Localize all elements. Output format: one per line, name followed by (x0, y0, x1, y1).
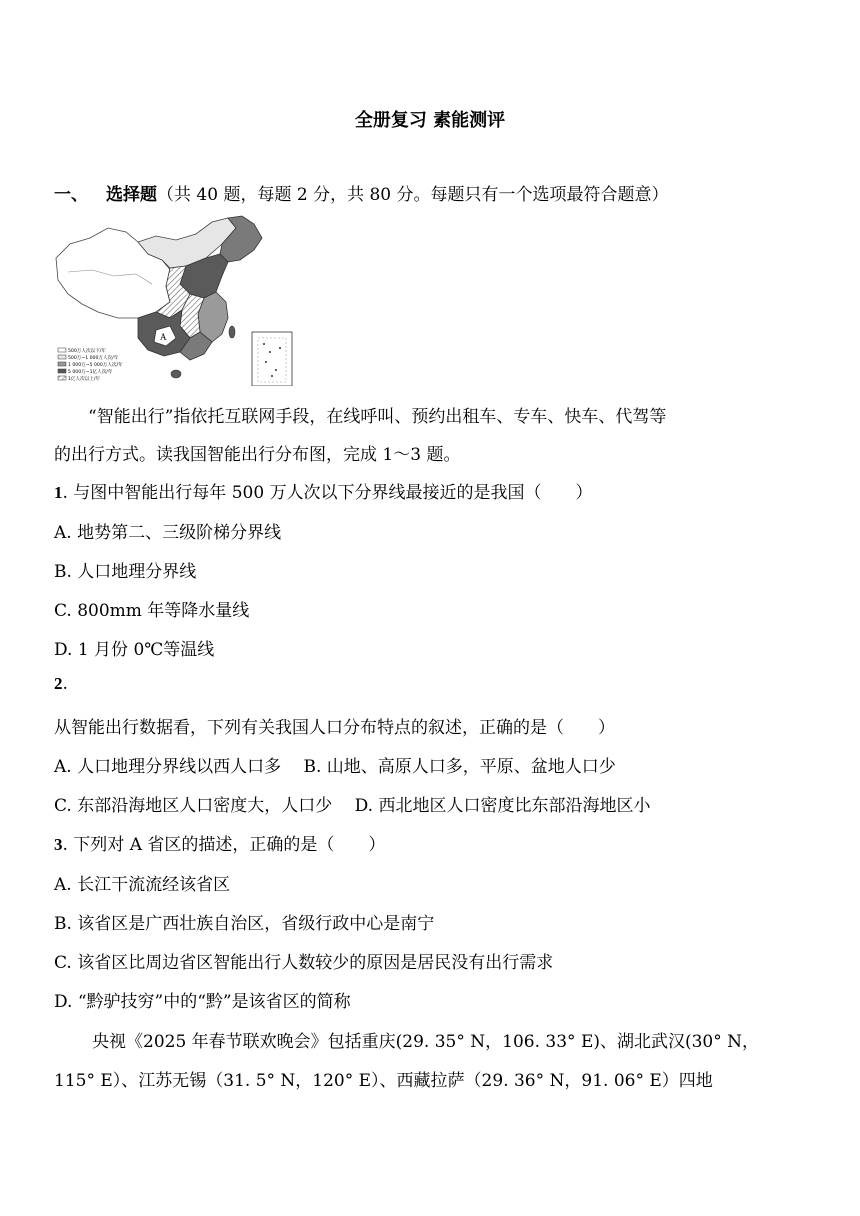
map-hainan (171, 370, 181, 378)
intro1-line2: 的出行方式。读我国智能出行分布图，完成 1～3 题。 (54, 445, 461, 465)
intro2-line1: 央视《2025 年春节联欢晚会》包括重庆(29. 35° N，106. 33° E)、湖北武汉(30° N， (92, 1032, 760, 1052)
page-title: 全册复习 素能测评 (354, 110, 506, 131)
legend-item: 1 000万~5 000万人次/年 (68, 363, 123, 368)
q3-option-a: A. 长江干流流经该省区 (54, 875, 231, 895)
q3-option-c: C. 该省区比周边省区智能出行人数较少的原因是居民没有出行需求 (54, 953, 554, 973)
q3-option-d: D. “黔驴技穷”中的“黔”是该省区的简称 (54, 992, 351, 1012)
section-note: （共 40 题，每题 2 分，共 80 分。每题只有一个选项最符合题意） (157, 185, 669, 205)
intro1-line1: “智能出行”指依托互联网手段，在线呼叫、预约出租车、专车、快车、代驾等 (88, 407, 667, 427)
legend-item: 500万人次以下/年 (68, 349, 106, 354)
q3-stem (54, 830, 385, 855)
q2-number: 2 (54, 674, 63, 693)
q2-number-line (54, 674, 68, 694)
map-label-a: A (160, 332, 167, 342)
q1-option-a: A. 地势第二、三级阶梯分界线 (54, 523, 282, 543)
q1-option-b: B. 人口地理分界线 (54, 562, 197, 582)
q3-number: 3 (54, 835, 63, 854)
map-taiwan (229, 326, 235, 338)
legend-item: 5 000万~1亿人次/年 (68, 370, 113, 375)
legend-item: 500万~1 000万人次/年 (68, 356, 119, 361)
china-smart-travel-map (52, 214, 298, 386)
intro2-line2: 115° E）、江苏无锡（31. 5° N，120° E）、西藏拉萨（29. 36° N，91. 06° E）四地 (54, 1071, 713, 1091)
q2-options-ab: A. 人口地理分界线以西人口多 B. 山地、高原人口多，平原、盆地人口少 (54, 757, 616, 777)
q1-option-c: C. 800mm 年等降水量线 (54, 601, 250, 621)
q2-options-cd: C. 东部沿海地区人口密度大，人口少 D. 西北地区人口密度比东部沿海地区小 (54, 796, 651, 816)
q3-stem-text: . 下列对 A 省区的描述，正确的是（ ） (62, 835, 386, 855)
q1-stem (54, 478, 593, 503)
section-heading: 选择题 (106, 185, 157, 205)
legend-item: 1亿人次以上/年 (68, 377, 101, 382)
q3-option-b: B. 该省区是广西壮族自治区，省级行政中心是南宁 (54, 914, 435, 934)
q1-number: 1 (54, 483, 63, 502)
section-number: 一、 (54, 185, 88, 205)
section-header (54, 180, 669, 205)
q2-stem: 从智能出行数据看，下列有关我国人口分布特点的叙述，正确的是（ ） (54, 718, 615, 738)
q1-stem-text: . 与图中智能出行每年 500 万人次以下分界线最接近的是我国（ ） (62, 483, 593, 503)
map-legend (58, 347, 123, 382)
q2-dot: . (62, 674, 68, 694)
q1-option-d: D. 1 月份 0℃等温线 (54, 640, 215, 660)
